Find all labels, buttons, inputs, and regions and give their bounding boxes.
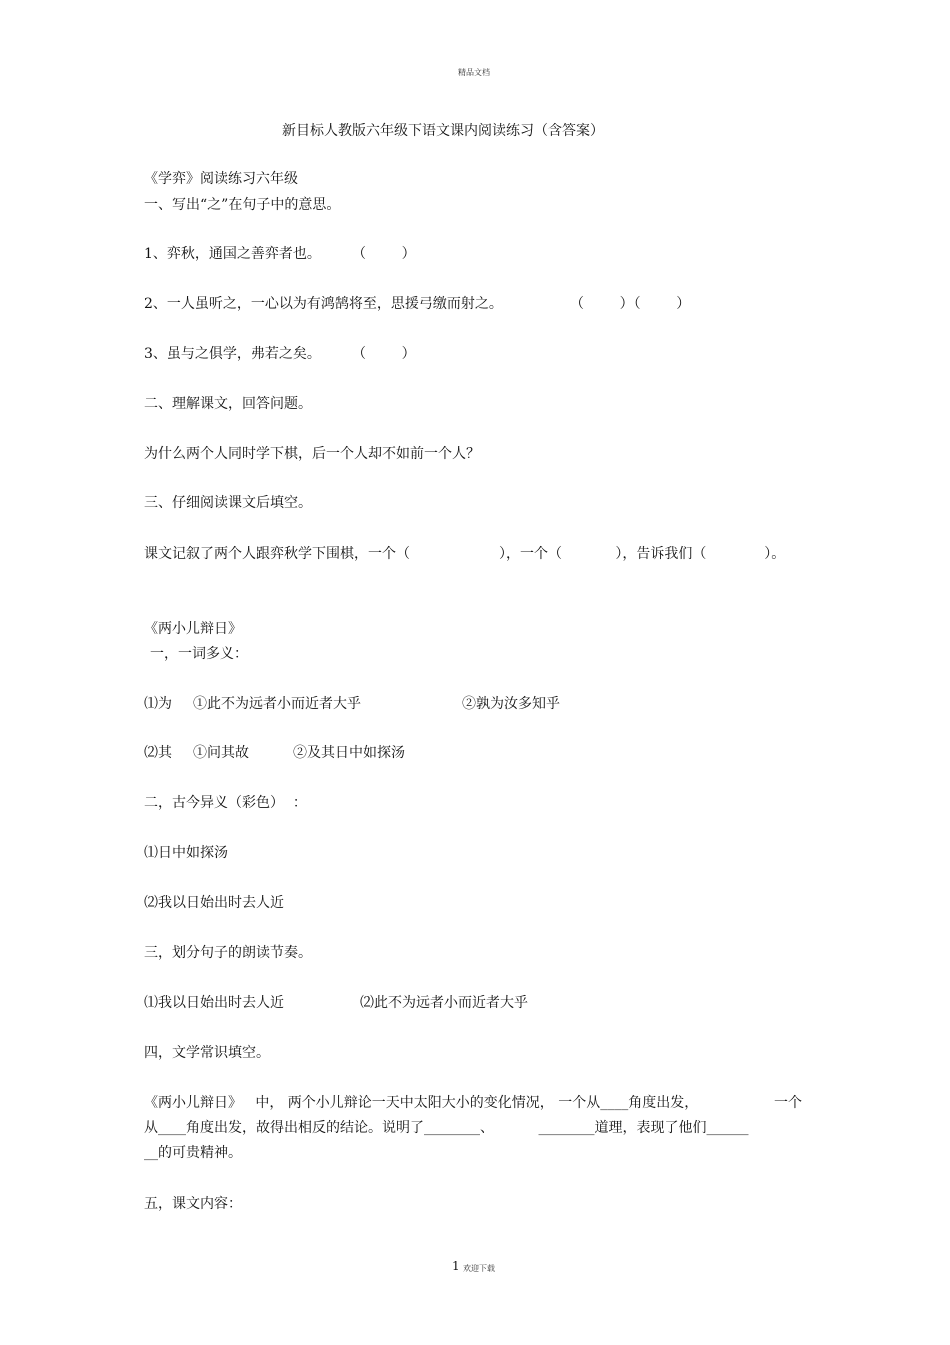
document-title: 新目标人教版六年级下语文课内阅读练习（含答案） (282, 123, 604, 139)
part2-s4-title: 四，文学常识填空。 (144, 1045, 270, 1061)
part2-heading: 《两小儿辩日》 (144, 621, 242, 637)
part1-q3-title: 三、仔细阅读课文后填空。 (144, 495, 312, 511)
part2-s4-line-3: __的可贵精神。 (144, 1145, 242, 1161)
page-number: 1 (452, 1259, 460, 1273)
part2-s5-title: 五，课文内容： (144, 1196, 242, 1212)
part1-q1-item-3: 3、虽与之俱学，弗若之矣。 (144, 346, 321, 362)
part2-s2-item-2: ⑵我以日始出时去人近 (144, 895, 284, 911)
part1-q2-title: 二、理解课文，回答问题。 (144, 396, 312, 412)
part2-s4-line-2: 从____角度出发，故得出相反的结论。说明了________、 ________道理，表现了他们______ (144, 1120, 749, 1136)
page-footer: 欢迎下载 (463, 1264, 495, 1273)
part1-q1-item-1: 1、弈秋，通国之善弈者也。 (144, 246, 321, 262)
part2-s4-line-1-end: 一个 (774, 1095, 802, 1111)
part2-s3-title: 三，划分句子的朗读节奏。 (144, 945, 312, 961)
part2-s1-item-1-a: ①此不为远者小而近者大乎 (193, 696, 361, 712)
part2-s1-item-1-label: ⑴为 (144, 696, 172, 712)
part1-q1-item-2-blank: （ ）（ ） (570, 296, 691, 312)
part2-s3-item-1: ⑴我以日始出时去人近 (144, 995, 284, 1011)
part2-s1-item-2-a: ①问其故 (193, 745, 249, 761)
part1-q1-item-3-blank: （ ） (352, 346, 416, 362)
part2-s2-title: 二，古今异义（彩色） ： (144, 795, 307, 811)
part2-s1-item-2-b: ②及其日中如探汤 (293, 745, 405, 761)
part2-s1-item-2-label: ⑵其 (144, 745, 172, 761)
part2-s3-item-2: ⑵此不为远者小而近者大乎 (360, 995, 528, 1011)
part1-q2-question: 为什么两个人同时学下棋，后一个人却不如前一个人？ (144, 446, 480, 462)
part1-q1-item-2: 2、一人虽听之，一心以为有鸿鹄将至，思援弓缴而射之。 (144, 296, 503, 312)
part1-q3-text: 课文记叙了两个人跟弈秋学下围棋，一个（ ），一个（ ），告诉我们（ ）。 (144, 546, 786, 562)
part1-q1-title: 一、写出“之”在句子中的意思。 (144, 197, 341, 213)
part1-heading: 《学弈》阅读练习六年级 (144, 171, 298, 187)
part1-q1-item-1-blank: （ ） (352, 246, 416, 262)
part2-s1-item-1-b: ②孰为汝多知乎 (462, 696, 560, 712)
part2-s4-line-1: 《两小儿辩日》 中， 两个小儿辩论一天中太阳大小的变化情况， 一个从____角度出发， (144, 1095, 699, 1111)
page-header: 精品文档 (458, 68, 490, 77)
part2-s2-item-1: ⑴日中如探汤 (144, 845, 228, 861)
part2-s1-title: 一，一词多义： (150, 646, 248, 662)
